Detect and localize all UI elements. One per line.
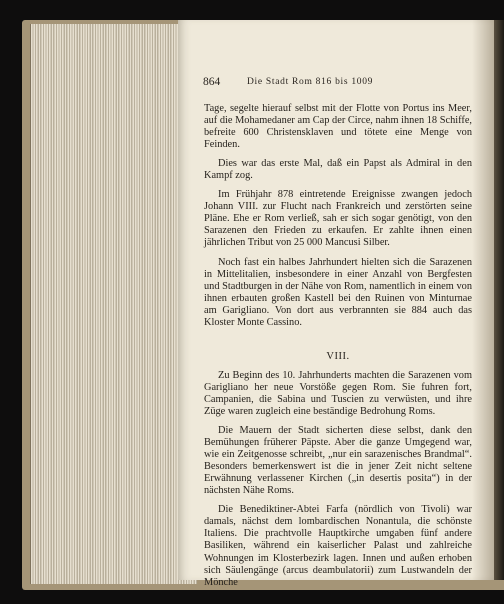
running-title: Die Stadt Rom 816 bis 1009 <box>247 77 374 87</box>
page-header <box>203 76 471 90</box>
page-number: 864 <box>203 76 221 88</box>
paragraph: Zu Beginn des 10. Jahrhunderts machten die Sarazenen vom Garigliano her neue Vorstöße gegen Rom. Sie fuhren fort, Campanien, die Sabina und Tuscien zu verwüsten, und ihre Züge waren zugleich eine beständige Bedrohung Roms. <box>204 369 472 417</box>
paragraph: Tage, segelte hierauf selbst mit der Flotte von Portus ins Meer, auf die Mohamedaner am Cap der Circe, nahm ihnen 18 Schiffe, befreite 600 Christensklaven und tötete eine Menge von Feinden. <box>204 103 472 151</box>
section-heading: VIII. <box>326 350 350 362</box>
body-text <box>204 103 472 589</box>
page-edges <box>30 24 197 584</box>
binding-gutter <box>494 20 504 580</box>
paragraph: Im Frühjahr 878 eintretende Ereignisse zwangen jedoch Johann VIII. zur Flucht nach Frankreich und zerstörten seine Pläne. Ehe er Rom verließ, sah er sich sogar genötigt, von den Sarazenen den Frieden zu erkaufen. Er zahlte ihnen einen jährlichen Tribut von 25 000 Mancusi Silber. <box>204 189 472 249</box>
paragraph: Die Mauern der Stadt sicherten diese selbst, dank den Bemühungen früherer Päpste. Aber die ganze Umgegend war, wie ein Zeitgenosse schreibt, „nur ein sarazenisches Brandmal“. Besonders bemerkenswert ist die in jener Zeit nicht seltene Erwähnung verlassener Kirchen („in desertis posita“) in der nächsten Nähe Roms. <box>204 425 472 497</box>
spine-shadow <box>472 20 494 580</box>
paragraph: Dies war das erste Mal, daß ein Papst als Admiral in den Kampf zog. <box>204 158 472 182</box>
paragraph: Noch fast ein halbes Jahrhundert hielten sich die Sarazenen in Mittelitalien, insbesondere in einer Anzahl von Bergfesten und Stadtburgen in der Nähe von Rom, namentlich in einem von ihnen erbauten großen Kastell bei den Ruinen von Minturnae am Garigliano. Von dort aus verbrannten sie 884 auch das Kloster Monte Cassino. <box>204 256 472 328</box>
paragraph: Die Benediktiner-Abtei Farfa (nördlich von Tivoli) war damals, nächst dem lombardischen Nonantula, die schönste Italiens. Die prachtvolle Hauptkirche umgaben fünf andere Basiliken, während ein kaiserlicher Palast und zahlreiche Wohnungen im Klosterbezirk lagen. Innen und außen erhoben sich Säulengänge (arcus deambulatorii) zum Lustwandeln der Mönche <box>204 504 472 588</box>
